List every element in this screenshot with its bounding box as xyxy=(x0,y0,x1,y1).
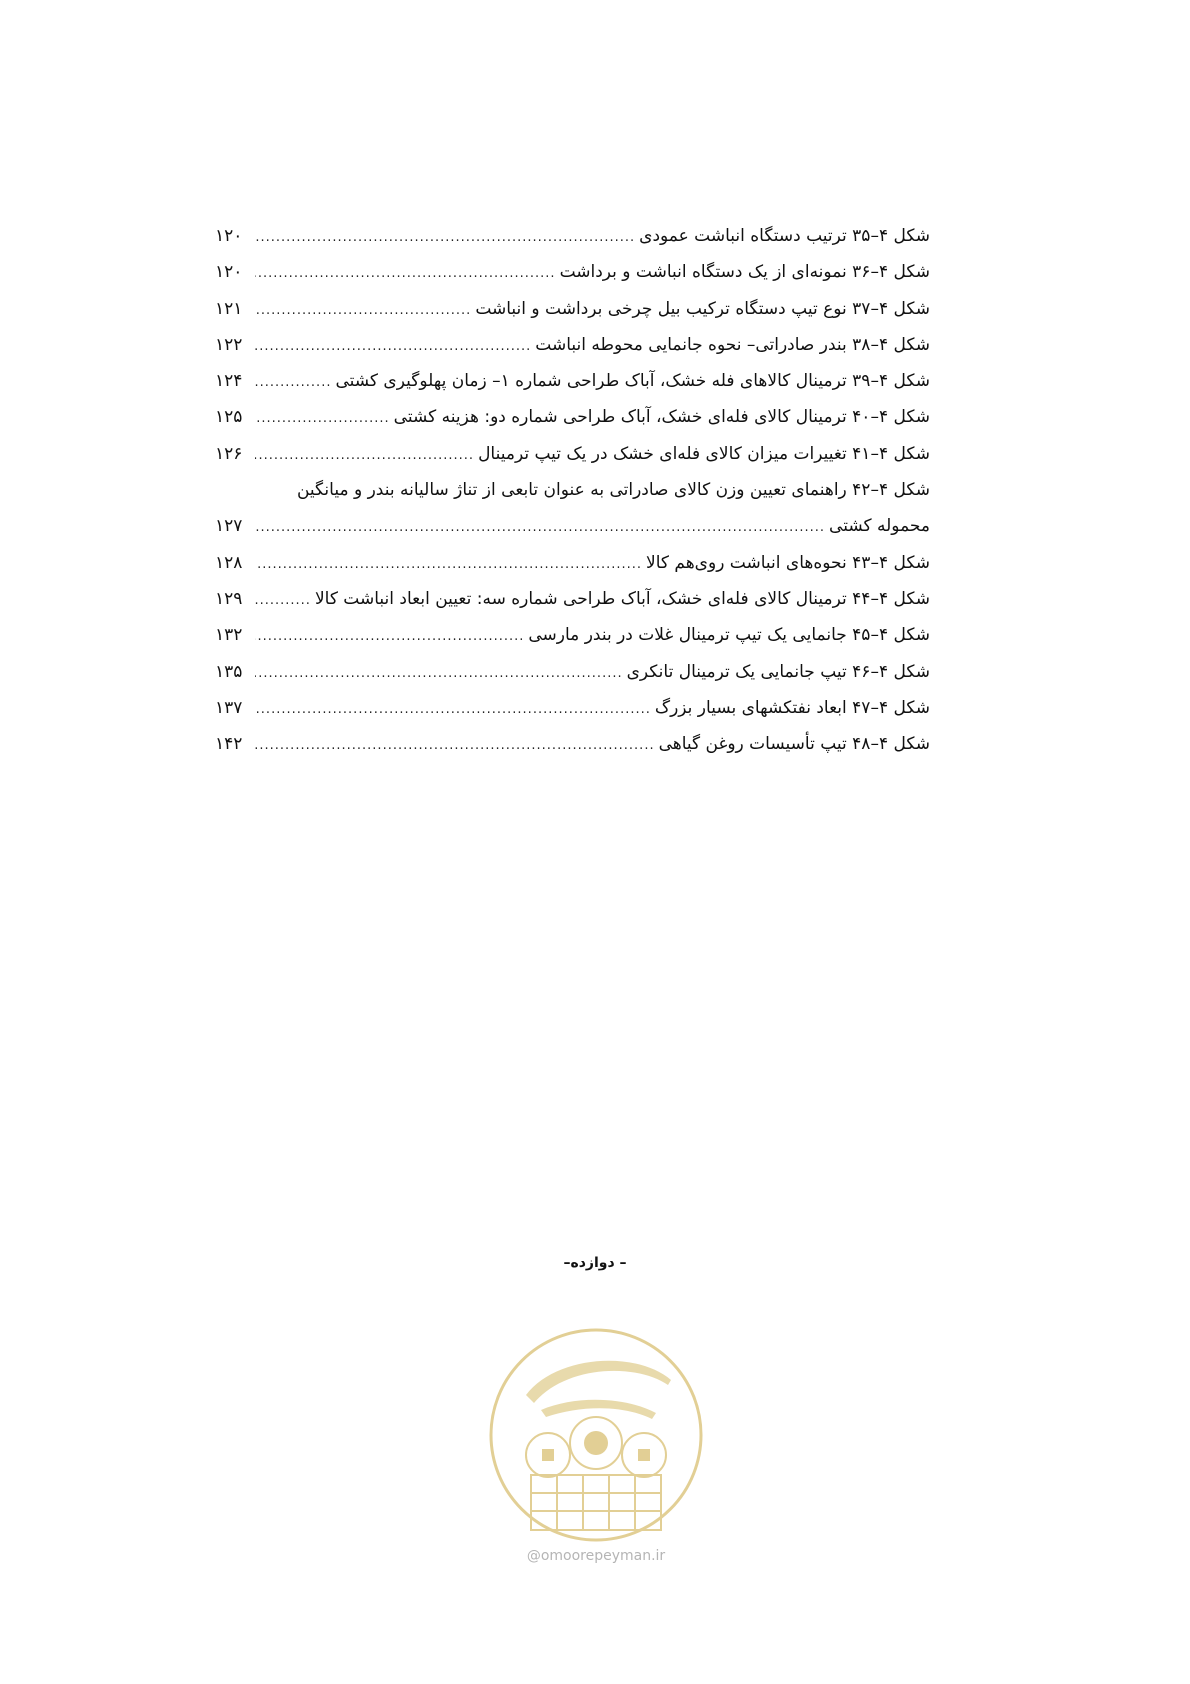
dot-leader xyxy=(255,293,471,329)
toc-entry-page: ۱۲۲ xyxy=(215,334,243,355)
toc-entry-41[interactable] xyxy=(215,436,930,472)
toc-entry-title: شکل ۴–۳۹ ترمینال کالاهای فله خشک، آباک طراحی شماره ۱– زمان پهلوگیری کشتی xyxy=(335,371,930,392)
toc-entry-38[interactable] xyxy=(215,327,930,363)
toc-entry-title: شکل ۴–۳۵ ترتیب دستگاه انباشت عمودی xyxy=(639,226,930,246)
toc-entry-page: ۱۲۸ xyxy=(215,552,243,573)
toc-entry-48[interactable] xyxy=(215,726,930,762)
dot-leader xyxy=(255,401,390,437)
toc-entry-page: ۱۲۹ xyxy=(215,588,243,609)
dot-leader xyxy=(255,220,635,256)
toc-entry-36[interactable] xyxy=(215,254,930,290)
dot-leader xyxy=(255,583,311,619)
toc-entry-title: شکل ۴–۴۸ تیپ تأسیسات روغن گیاهی xyxy=(658,734,930,755)
toc-entry-title: شکل ۴–۴۲ راهنمای تعیین وزن کالای صادراتی به عنوان تابعی از تناژ سالیانه بندر و میانگین xyxy=(296,480,930,501)
toc-entry-40[interactable] xyxy=(215,399,930,435)
dot-leader xyxy=(255,438,474,474)
toc-entry-title: شکل ۴–۴۴ ترمینال کالای فله‌ای خشک، آباک طراحی شماره سه: تعیین ابعاد انباشت کالا xyxy=(314,588,930,609)
toc-entry-39[interactable] xyxy=(215,363,930,399)
dot-leader xyxy=(255,365,331,401)
dot-leader xyxy=(255,256,556,292)
watermark-caption: @omoorepeyman.ir xyxy=(526,1548,666,1564)
toc-entry-title: شکل ۴–۳۸ بندر صادراتی– نحوه جانمایی محوطه انباشت xyxy=(535,334,930,355)
toc-entry-47[interactable] xyxy=(215,690,930,726)
toc-entry-continuation: محموله کشتی xyxy=(829,516,930,537)
toc-entry-page: ۱۳۲ xyxy=(215,625,243,646)
toc-entry-title: شکل ۴–۴۶ تیپ جانمایی یک ترمینال تانکری xyxy=(626,661,930,682)
dot-leader xyxy=(255,510,825,546)
page-number-footer: – دوازده– xyxy=(563,1255,627,1271)
watermark-logo xyxy=(486,1325,706,1580)
toc-entry-title: شکل ۴–۴۰ ترمینال کالای فله‌ای خشک، آباک طراحی شماره دو: هزینه کشتی xyxy=(393,407,930,428)
toc-entry-44[interactable] xyxy=(215,581,930,617)
toc-entry-page: ۱۳۵ xyxy=(215,661,243,682)
toc-entry-42-first-line[interactable] xyxy=(215,472,930,508)
toc-entry-title: شکل ۴–۴۷ ابعاد نفتکشهای بسیار بزرگ xyxy=(654,697,930,718)
dot-leader xyxy=(255,656,623,692)
dot-leader xyxy=(255,619,524,655)
toc-entry-page: ۱۲۰ xyxy=(215,262,243,283)
toc-entry-page: ۱۲۶ xyxy=(215,443,243,464)
toc-entry-page: ۱۲۰ xyxy=(215,226,243,246)
toc-entry-title: شکل ۴–۳۷ نوع تیپ دستگاه ترکیب بیل چرخی برداشت و انباشت xyxy=(475,298,930,319)
dot-leader xyxy=(255,728,655,764)
toc-entry-45[interactable] xyxy=(215,617,930,653)
toc-entry-page: ۱۲۷ xyxy=(215,516,243,537)
logo-emblem-icon xyxy=(486,1325,706,1545)
toc-entry-title: شکل ۴–۴۵ جانمایی یک تیپ ترمینال غلات در بندر مارسی xyxy=(528,625,930,646)
dot-leader xyxy=(255,329,531,365)
toc-entry-title: شکل ۴–۴۱ تغییرات میزان کالای فله‌ای خشک در یک تیپ ترمینال xyxy=(478,443,930,464)
toc-entry-page: ۱۲۴ xyxy=(215,371,243,392)
toc-entry-page: ۱۲۱ xyxy=(215,298,243,319)
toc-entry-title: شکل ۴–۴۳ نحوه‌های انباشت روی‌هم کالا xyxy=(646,552,930,573)
toc-entry-page: ۱۲۵ xyxy=(215,407,243,428)
dot-leader xyxy=(255,692,651,728)
toc-entry-42-continuation[interactable] xyxy=(215,508,930,544)
toc-entry-page: ۱۳۷ xyxy=(215,697,243,718)
toc-entry-46[interactable] xyxy=(215,654,930,690)
dot-leader xyxy=(255,547,642,583)
table-of-figures xyxy=(215,218,930,762)
toc-entry-title: شکل ۴–۳۶ نمونه‌ای از یک دستگاه انباشت و برداشت xyxy=(559,262,930,283)
toc-entry-43[interactable] xyxy=(215,545,930,581)
toc-entry-35[interactable] xyxy=(215,218,930,254)
toc-entry-page: ۱۴۲ xyxy=(215,734,243,755)
toc-entry-37[interactable] xyxy=(215,291,930,327)
